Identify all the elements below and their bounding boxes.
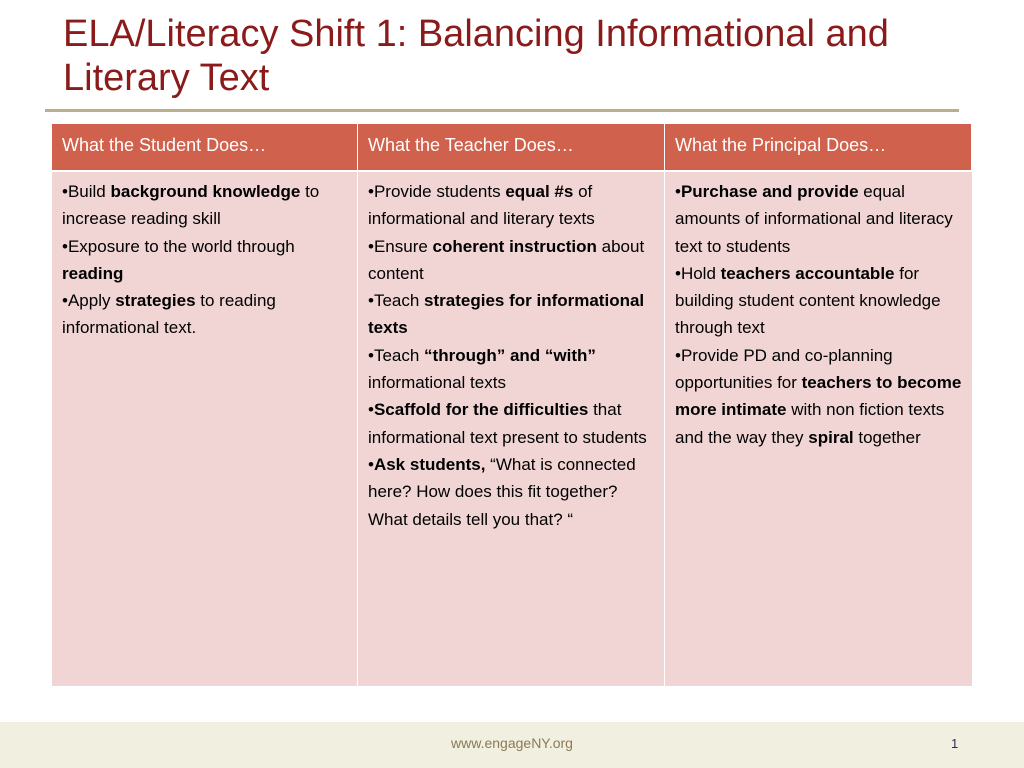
teacher-item: •Ensure coherent instruction about content	[368, 236, 645, 283]
teacher-item: •Ask students, “What is connected here? How does this fit together? What details tell you that? “	[368, 454, 636, 529]
teacher-cell	[358, 170, 665, 686]
principal-item: •Provide PD and co-planning opportunities for teachers to become more intimate with non fiction texts and the way they spiral together	[675, 345, 962, 447]
footer-bar	[0, 722, 1024, 768]
header-teacher: What the Teacher Does…	[358, 124, 665, 170]
slide-title	[63, 12, 1003, 100]
teacher-item: •Provide students equal #s of informational and literary texts	[368, 182, 595, 229]
page-number: 1	[951, 736, 959, 751]
principal-item: •Hold teachers accountable for building student content knowledge through text	[675, 263, 941, 338]
header-student: What the Student Does…	[52, 124, 358, 170]
slide-title-line-2: Literary Text	[63, 57, 270, 99]
teacher-item: •Teach strategies for informational texts	[368, 291, 645, 338]
responsibilities-table	[52, 124, 972, 686]
student-item: •Apply strategies to reading informational text.	[62, 291, 276, 338]
teacher-item: •Teach “through” and “with” informational texts	[368, 345, 596, 393]
student-cell	[52, 170, 358, 686]
principal-cell	[665, 170, 972, 686]
slide-title-line-1: ELA/Literacy Shift 1: Balancing Informational and	[63, 13, 889, 55]
footer-url[interactable]: www.engageNY.org	[451, 735, 573, 751]
principal-item: •Purchase and provide equal amounts of informational and literacy text to students	[675, 182, 953, 256]
student-item: •Build background knowledge to increase reading skill	[62, 182, 320, 229]
header-principal: What the Principal Does…	[665, 124, 972, 170]
student-item: •Exposure to the world through reading	[62, 236, 295, 283]
teacher-item: •Scaffold for the difficulties that informational text present to students	[368, 400, 647, 447]
title-divider	[45, 109, 959, 112]
